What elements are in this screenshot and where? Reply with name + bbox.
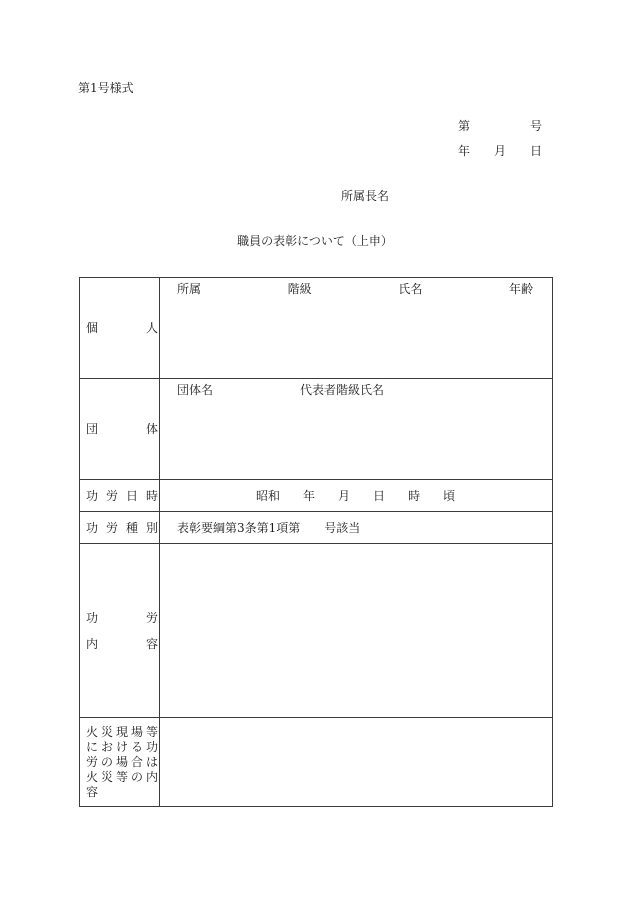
date-year-label: 年 bbox=[458, 144, 471, 158]
label-char: 功 bbox=[86, 520, 99, 535]
label-char: 合 bbox=[130, 754, 143, 769]
label-char: 個 bbox=[86, 321, 99, 335]
date-month-label: 月 bbox=[494, 144, 507, 158]
group-fields-cell bbox=[160, 379, 553, 480]
label-char: 火 bbox=[86, 769, 99, 784]
label-char: 災 bbox=[100, 724, 113, 739]
label-char: 容 bbox=[86, 784, 99, 799]
merit-type-cell bbox=[160, 512, 553, 544]
fire-note-label-line bbox=[86, 725, 158, 740]
merit-datetime-label-cell bbox=[80, 480, 160, 512]
label-char: 功 bbox=[145, 739, 158, 754]
merit-type-label bbox=[86, 521, 158, 535]
individual-label bbox=[86, 321, 158, 335]
era-label: 昭和 bbox=[256, 488, 281, 503]
label-char: 日 bbox=[125, 488, 138, 503]
approx-unit: 頃 bbox=[443, 488, 456, 503]
form-number: 第1号様式 bbox=[78, 81, 134, 95]
field-rank: 階級 bbox=[287, 282, 312, 296]
label-char: 功 bbox=[86, 488, 99, 503]
field-affiliation: 所属 bbox=[177, 282, 202, 296]
document-title: 職員の表彰について（上申） bbox=[237, 234, 393, 248]
group-label bbox=[86, 422, 158, 436]
month-unit: 月 bbox=[338, 488, 351, 503]
date-day-label: 日 bbox=[530, 144, 543, 158]
merit-datetime-label bbox=[86, 489, 158, 503]
label-char: 等 bbox=[145, 724, 158, 739]
day-unit: 日 bbox=[373, 488, 386, 503]
label-char: 体 bbox=[145, 422, 158, 436]
label-char: 災 bbox=[100, 769, 113, 784]
field-group-name: 団体名 bbox=[177, 383, 214, 397]
label-char: 等 bbox=[115, 769, 128, 784]
label-char: 労 bbox=[105, 488, 118, 503]
label-char: る bbox=[130, 739, 143, 754]
fire-note-label-line bbox=[86, 755, 158, 770]
label-char: 時 bbox=[145, 488, 158, 503]
fire-note-label-line bbox=[86, 785, 158, 800]
label-char: 労 bbox=[145, 610, 158, 625]
merit-details-label-cell bbox=[80, 544, 160, 718]
label-char: 場 bbox=[130, 724, 143, 739]
fire-note-label-cell bbox=[80, 718, 160, 807]
label-char: 現 bbox=[115, 724, 128, 739]
merit-datetime-cell bbox=[160, 480, 553, 512]
reference-number-suffix: 号 bbox=[530, 119, 543, 133]
individual-label-cell bbox=[80, 278, 160, 379]
label-char: 功 bbox=[86, 610, 99, 625]
merit-details-cell bbox=[160, 544, 553, 718]
fire-note-label-line bbox=[86, 770, 158, 785]
label-char: の bbox=[100, 754, 113, 769]
field-name: 氏名 bbox=[398, 282, 423, 296]
year-unit: 年 bbox=[303, 488, 316, 503]
label-char: 労 bbox=[105, 520, 118, 535]
label-char: 内 bbox=[145, 769, 158, 784]
label-char: け bbox=[115, 739, 128, 754]
label-char: の bbox=[130, 769, 143, 784]
fire-note-cell bbox=[160, 718, 553, 807]
label-char: 人 bbox=[145, 321, 158, 335]
reference-number-prefix: 第 bbox=[458, 119, 471, 133]
individual-fields-cell bbox=[160, 278, 553, 379]
field-age: 年齢 bbox=[508, 282, 533, 296]
label-char: 場 bbox=[115, 754, 128, 769]
label-char: 団 bbox=[86, 422, 99, 436]
label-char: 労 bbox=[86, 754, 99, 769]
group-label-cell bbox=[80, 379, 160, 480]
label-char: 火 bbox=[86, 724, 99, 739]
label-char: 容 bbox=[145, 636, 158, 651]
group-field-headers bbox=[160, 379, 552, 397]
merit-type-label-cell bbox=[80, 512, 160, 544]
merit-details-label-line bbox=[86, 631, 158, 657]
field-representative: 代表者階級氏名 bbox=[300, 383, 385, 397]
reference-date-line bbox=[0, 144, 630, 158]
label-char: に bbox=[86, 739, 99, 754]
label-char: 内 bbox=[86, 636, 99, 651]
merit-type-text: 表彰要綱第3条第1項第 号該当 bbox=[177, 520, 361, 535]
label-char: は bbox=[145, 754, 158, 769]
reference-number-line bbox=[0, 119, 630, 133]
merit-details-label-line bbox=[86, 605, 158, 631]
commendation-table bbox=[79, 277, 553, 807]
label-char: お bbox=[100, 739, 113, 754]
individual-field-headers bbox=[160, 278, 552, 296]
hour-unit: 時 bbox=[408, 488, 421, 503]
label-char: 別 bbox=[145, 520, 158, 535]
fire-note-label-line bbox=[86, 740, 158, 755]
label-char: 種 bbox=[125, 520, 138, 535]
addressee: 所属長名 bbox=[341, 189, 390, 203]
